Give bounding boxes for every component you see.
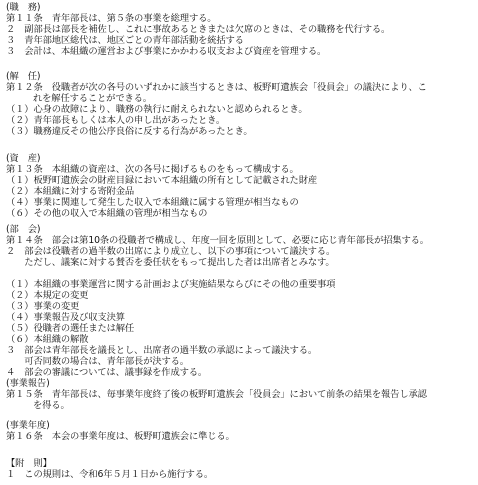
list-item: （３）事業の変更 (6, 301, 80, 312)
clause-line: ２ 副部長は部長を補佐し、これに事故あるときまたは欠席のときは、その職務を代行する。 (6, 24, 391, 35)
article-12-continued: れを解任することができる。 (33, 93, 152, 104)
section-heading: (解 任) (6, 71, 41, 82)
spacer (6, 268, 478, 279)
list-item: （２）本組織に対する寄附金品 (6, 186, 135, 197)
clause-line: ２ 部会は役職者の過半数の出席により成立し、以下の事項について議決する。 (6, 246, 336, 257)
section-supplementary (6, 458, 478, 480)
list-item: （５）役職者の選任または解任 (6, 323, 135, 334)
article-16: 第１６条 本会の事業年度は、板野町遺族会に準じる。 (6, 431, 235, 442)
section-heading: (事業報告) (6, 378, 50, 389)
section-dismissal (6, 71, 478, 137)
list-item: （３）職務違反その他公序良俗に反する行為があったとき。 (6, 126, 253, 137)
clause-line: ３ 会計は、本組織の運営および事業にかかわる収支および資産を管理する。 (6, 46, 327, 57)
section-meeting (6, 224, 478, 378)
section-duties (6, 2, 478, 57)
article-11: 第１１条 青年部長は、第５条の事業を総理する。 (6, 13, 217, 24)
article-15: 第１５条 青年部長は、毎事業年度終了後の板野町遺族会「役員会」において前条の結果を報告し承認 (6, 389, 427, 400)
list-item: （４）事業報告及び収支決算 (6, 312, 125, 323)
article-14: 第１４条 部会は第10条の役職者で構成し、年度一回を原則として、必要に応じ青年部長が招集する。 (6, 235, 429, 246)
list-item: （２）青年部長もしくは本人の申し出があったとき。 (6, 115, 226, 126)
supplementary-provision: １ この規則は、令和6年５月１日から施行する。 (6, 469, 213, 480)
list-item: （６）本組織の解散 (6, 334, 89, 345)
section-heading: 【附 則】 (6, 458, 52, 469)
section-fiscal-year (6, 420, 478, 442)
section-heading: (部 会) (6, 224, 41, 235)
section-business-report (6, 378, 478, 411)
list-item: （１）板野町遺族会の財産目録において本組織の所有として記載された財産 (6, 175, 317, 186)
section-heading: (資 産) (6, 153, 41, 164)
clause-line: ４ 部会の審議については、議事録を作成する。 (6, 367, 208, 378)
clause-line: ただし、議案に対する賛否を委任状をもって提出した者は出席者とみなす。 (6, 257, 335, 268)
section-heading: (職 務) (6, 2, 41, 13)
list-item: （１）本組織の事業運営に関する計画および実施結果ならびにその他の重要事項 (6, 279, 336, 290)
article-15-continued: を得る。 (33, 400, 70, 411)
list-item: （１）心身の故障により、職務の執行に耐えられないと認められるとき。 (6, 104, 308, 115)
section-heading: (事業年度) (6, 420, 50, 431)
article-13: 第１３条 本組織の資産は、次の各号に掲げるものをもって構成する。 (6, 164, 299, 175)
article-12: 第１２条 役職者が次の各号のいずれかに該当するときは、板野町遺族会「役員会」の議決により、こ (6, 82, 427, 93)
clause-line: ３ 部会は青年部長を議長とし、出席者の過半数の承認によって議決する。 (6, 345, 317, 356)
section-assets (6, 153, 478, 219)
clause-line: 可否同数の場合は、青年部長が決する。 (6, 356, 189, 367)
list-item: （６）その他の収入で本組織の管理が相当なもの (6, 208, 208, 219)
list-item: （２）本規定の変更 (6, 290, 89, 301)
list-item: （４）事業に関連して発生した収入で本組織に属する管理が相当なもの (6, 197, 299, 208)
clause-line: ３ 青年部地区総代は、地区ごとの青年部活動を統括する (6, 35, 244, 46)
